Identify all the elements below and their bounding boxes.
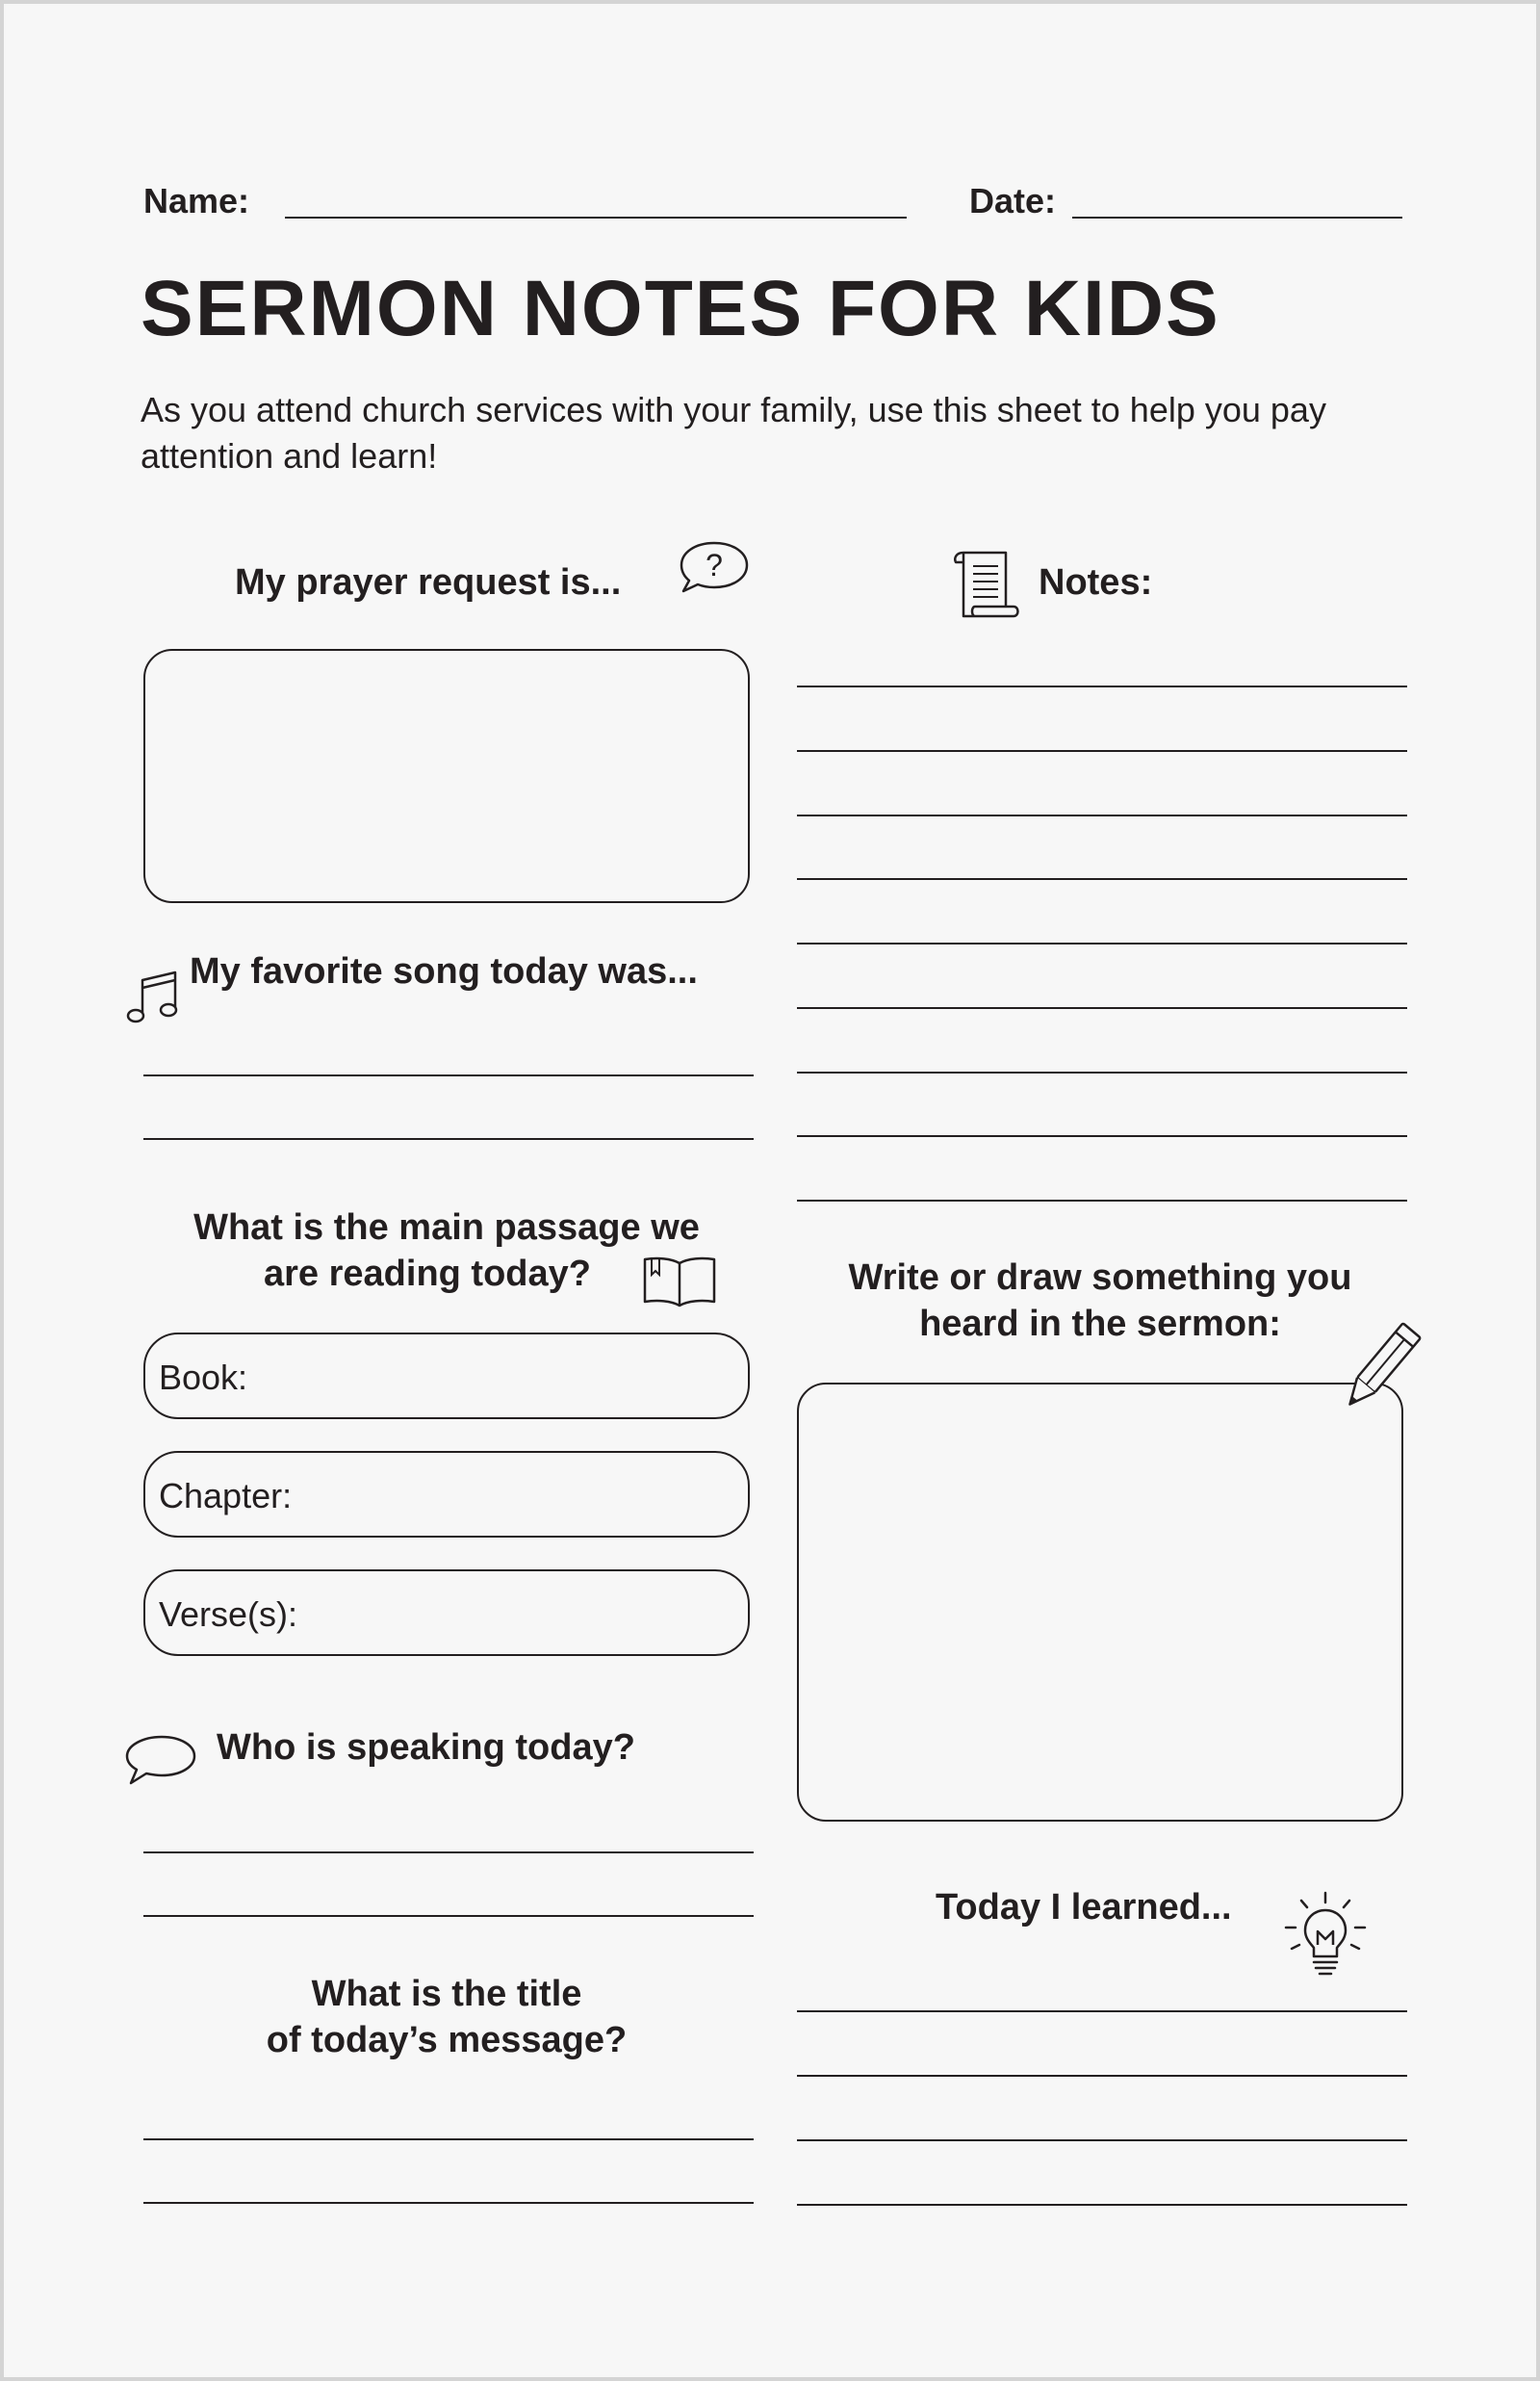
draw-heading-line1: Write or draw something you (848, 1257, 1352, 1298)
page-title: SERMON NOTES FOR KIDS (141, 265, 1220, 352)
verses-field[interactable] (143, 1569, 750, 1656)
notes-heading: Notes: (1039, 562, 1153, 603)
learned-line-3[interactable] (797, 2139, 1407, 2141)
speaker-heading: Who is speaking today? (217, 1727, 635, 1768)
notes-line-5[interactable] (797, 943, 1407, 945)
question-speech-bubble-icon (678, 539, 751, 595)
intro-text: As you attend church services with your family, use this sheet to help you pay attention and learn! (141, 390, 1326, 476)
lightbulb-icon (1282, 1889, 1369, 1981)
name-line[interactable] (285, 217, 907, 219)
speaker-line-2[interactable] (143, 1915, 754, 1917)
speech-bubble-icon (123, 1733, 198, 1787)
chapter-field-label: Chapter: (159, 1476, 293, 1515)
message-title-heading-line2: of today’s message? (266, 2020, 628, 2060)
learned-line-2[interactable] (797, 2075, 1407, 2077)
prayer-request-box[interactable] (143, 649, 750, 903)
book-field-label: Book: (159, 1358, 248, 1397)
learned-heading: Today I learned... (936, 1887, 1232, 1928)
learned-line-1[interactable] (797, 2010, 1407, 2012)
verses-field-label: Verse(s): (159, 1594, 298, 1634)
music-note-icon (125, 969, 181, 1026)
notes-line-9[interactable] (797, 1200, 1407, 1202)
main-passage-heading-line1: What is the main passage we (193, 1207, 700, 1248)
message-title-heading-line1: What is the title (311, 1974, 582, 2014)
learned-line-4[interactable] (797, 2204, 1407, 2206)
notes-line-1[interactable] (797, 686, 1407, 687)
notes-line-2[interactable] (797, 750, 1407, 752)
notes-line-6[interactable] (797, 1007, 1407, 1009)
favorite-song-heading: My favorite song today was... (190, 951, 698, 992)
song-line-1[interactable] (143, 1074, 754, 1076)
draw-box[interactable] (797, 1383, 1403, 1822)
notes-line-4[interactable] (797, 878, 1407, 880)
book-field[interactable] (143, 1333, 750, 1419)
pencil-icon (1336, 1315, 1424, 1421)
draw-heading-line2: heard in the sermon: (919, 1304, 1281, 1344)
prayer-request-heading: My prayer request is... (235, 562, 622, 603)
scroll-icon (950, 547, 1021, 622)
chapter-field[interactable] (143, 1451, 750, 1538)
message-title-line-1[interactable] (143, 2138, 754, 2140)
notes-line-3[interactable] (797, 815, 1407, 816)
name-label: Name: (143, 181, 250, 220)
speaker-line-1[interactable] (143, 1851, 754, 1853)
message-title-line-2[interactable] (143, 2202, 754, 2204)
song-line-2[interactable] (143, 1138, 754, 1140)
notes-line-8[interactable] (797, 1135, 1407, 1137)
svg-text:?: ? (706, 548, 723, 582)
main-passage-heading-line2: are reading today? (264, 1254, 591, 1294)
notes-line-7[interactable] (797, 1072, 1407, 1074)
date-line[interactable] (1072, 217, 1402, 219)
open-book-icon (642, 1255, 717, 1307)
date-label: Date: (969, 181, 1057, 220)
